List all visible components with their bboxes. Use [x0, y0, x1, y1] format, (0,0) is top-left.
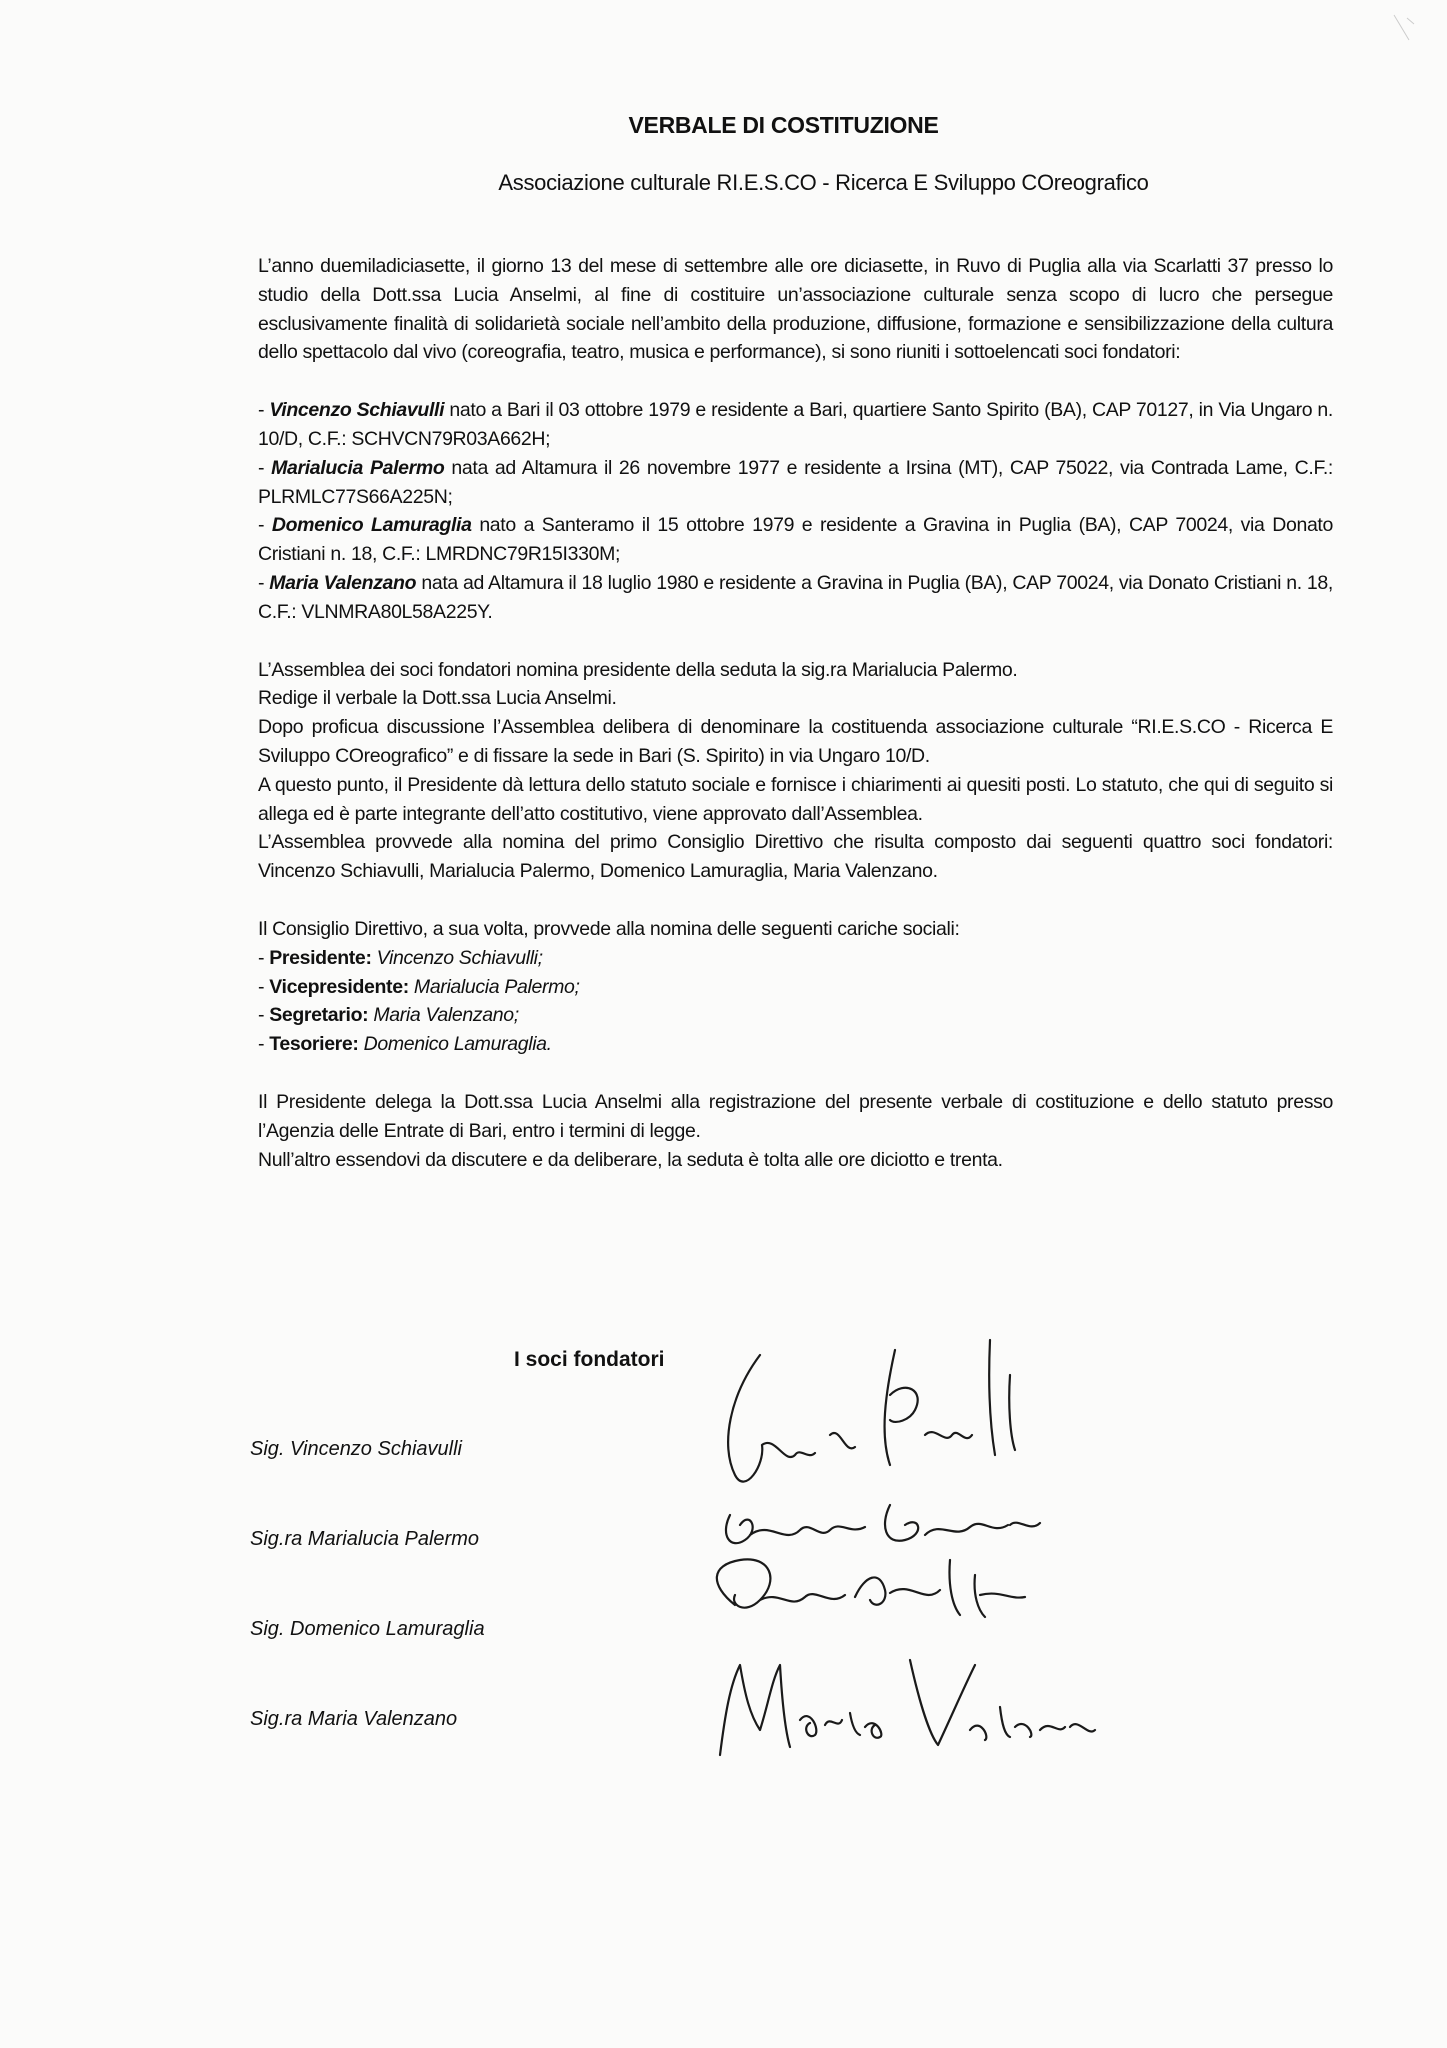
- assembly-paragraph: Dopo proficua discussione l’Assemblea delibera di denominare la costituenda associazione culturale “RI.E.S.CO - Ricerca E Sviluppo COreografico” e di fissare la sede in Bari (S. Spirito) in via Ungaro 10/D.: [258, 716, 1333, 767]
- founders-heading: I soci fondatori: [514, 1348, 665, 1371]
- member-item: - Maria Valenzano nata ad Altamura il 18 luglio 1980 e residente a Gravina in Puglia (BA), CAP 70024, via Donato Cristiani n. 18, C.F.: VLNMRA80L58A225Y.: [258, 571, 1333, 623]
- member-name: Vincenzo Schiavulli: [269, 399, 445, 422]
- signature-valenzano: [720, 1660, 1095, 1755]
- role-label: Tesoriere: [269, 1033, 353, 1056]
- assembly-section: [258, 656, 1333, 886]
- handwritten-signatures: [690, 1335, 1110, 1765]
- member-details: nato a Bari il 03 ottobre 1979 e residente a Bari, quartiere Santo Spirito (BA), CAP 70127, in Via Ungaro n. 10/D, C.F.: SCHVCN79R03A662H;: [258, 399, 1333, 450]
- council-section: [258, 915, 1333, 1059]
- closing-paragraph: Il Presidente delega la Dott.ssa Lucia Anselmi alla registrazione del presente verbale di costituzione e dello statuto presso l’Agenzia delle Entrate di Bari, entro i termini di legge.: [258, 1090, 1333, 1142]
- council-role: - Vicepresidente: Marialucia Palermo;: [258, 975, 580, 998]
- role-label: Segretario: [269, 1004, 363, 1027]
- signature-schiavulli: [728, 1340, 1015, 1482]
- council-role: - Segretario: Maria Valenzano;: [258, 1004, 519, 1027]
- scan-artifact: [1389, 10, 1419, 50]
- closing-paragraph: Null’altro essendovi da discutere e da deliberare, la seduta è tolta alle ore diciotto e trenta.: [258, 1148, 1003, 1171]
- document-body: [258, 252, 1333, 1174]
- member-item: - Vincenzo Schiavulli nato a Bari il 03 ottobre 1979 e residente a Bari, quartiere Santo Spirito (BA), CAP 70127, in Via Ungaro n. 10/D, C.F.: SCHVCN79R03A662H;: [258, 399, 1333, 450]
- member-details: nata ad Altamura il 26 novembre 1977 e residente a Irsina (MT), CAP 75022, via Contrada Lame, C.F.: PLRMLC77S66A225N;: [258, 456, 1333, 508]
- role-holder: Vincenzo Schiavulli;: [376, 946, 543, 969]
- member-name: Domenico Lamuraglia: [271, 514, 472, 537]
- signature-palermo: [726, 1505, 1040, 1543]
- signature-lamuraglia: [717, 1559, 1025, 1617]
- signatory-name: Sig.ra Marialucia Palermo: [250, 1528, 479, 1550]
- assembly-paragraph: A questo punto, il Presidente dà lettura dello statuto sociale e fornisce i chiarimenti ai quesiti posti. Lo statuto, che qui di seguito si allega ed è parte integrante dell’atto costitutivo, viene approvato dall’Assemblea.: [258, 773, 1333, 825]
- intro-paragraph: L’anno duemiladiciasette, il giorno 13 del mese di settembre alle ore diciasette, in Ruvo di Puglia alla via Scarlatti 37 presso lo studio della Dott.ssa Lucia Anselmi, al fine di costituire un’associazione culturale senza scopo di lucro che persegue esclusivamente finalità di solidarietà sociale nell’ambito della produzione, diffusione, formazione e sensibilizzazione della cultura dello spettacolo dal vivo (coreografia, teatro, musica e performance), si sono riuniti i sottoelencati soci fondatori:: [258, 255, 1333, 364]
- role-label: Presidente: [269, 946, 366, 969]
- council-role: - Presidente: Vincenzo Schiavulli;: [258, 946, 543, 969]
- member-name: Marialucia Palermo: [271, 456, 445, 479]
- member-name: Maria Valenzano: [269, 571, 417, 594]
- role-label: Vicepresidente: [269, 975, 403, 998]
- assembly-paragraph: L’Assemblea provvede alla nomina del primo Consiglio Direttivo che risulta composto dai seguenti quattro soci fondatori: Vincenzo Schiavulli, Marialucia Palermo, Domenico Lamuraglia, Maria Valenzano.: [258, 831, 1333, 883]
- member-item: - Domenico Lamuraglia nato a Santeramo il 15 ottobre 1979 e residente a Gravina in Puglia (BA), CAP 70024, via Donato Cristiani n. 18, C.F.: LMRDNC79R15I330M;: [258, 514, 1333, 566]
- signatory-name: Sig. Domenico Lamuraglia: [250, 1618, 485, 1640]
- member-item: - Marialucia Palermo nata ad Altamura il 26 novembre 1977 e residente a Irsina (MT), CAP 75022, via Contrada Lame, C.F.: PLRMLC77S66A225N;: [258, 456, 1333, 508]
- document-subtitle: Associazione culturale RI.E.S.CO - Ricerca E Sviluppo COreografico: [498, 170, 1149, 195]
- assembly-paragraph: L’Assemblea dei soci fondatori nomina presidente della seduta la sig.ra Marialucia Palermo.: [258, 658, 1018, 681]
- member-details: nata ad Altamura il 18 luglio 1980 e residente a Gravina in Puglia (BA), CAP 70024, via Donato Cristiani n. 18, C.F.: VLNMRA80L58A225Y.: [258, 571, 1333, 623]
- council-role: - Tesoriere: Domenico Lamuraglia.: [258, 1033, 552, 1056]
- document-title: VERBALE DI COSTITUZIONE: [628, 112, 939, 138]
- member-details: nato a Santeramo il 15 ottobre 1979 e residente a Gravina in Puglia (BA), CAP 70024, via Donato Cristiani n. 18, C.F.: LMRDNC79R15I330M;: [258, 514, 1333, 566]
- role-holder: Maria Valenzano;: [373, 1004, 519, 1027]
- role-holder: Marialucia Palermo;: [413, 975, 580, 998]
- signatory-name: Sig.ra Maria Valenzano: [250, 1708, 458, 1730]
- assembly-paragraph: Redige il verbale la Dott.ssa Lucia Anselmi.: [258, 687, 617, 710]
- council-intro: Il Consiglio Direttivo, a sua volta, provvede alla nomina delle seguenti cariche sociali:: [258, 917, 960, 940]
- signatory-name: Sig. Vincenzo Schiavulli: [250, 1438, 462, 1460]
- members-list: [258, 396, 1333, 626]
- closing-section: [258, 1088, 1333, 1174]
- role-holder: Domenico Lamuraglia.: [363, 1033, 552, 1056]
